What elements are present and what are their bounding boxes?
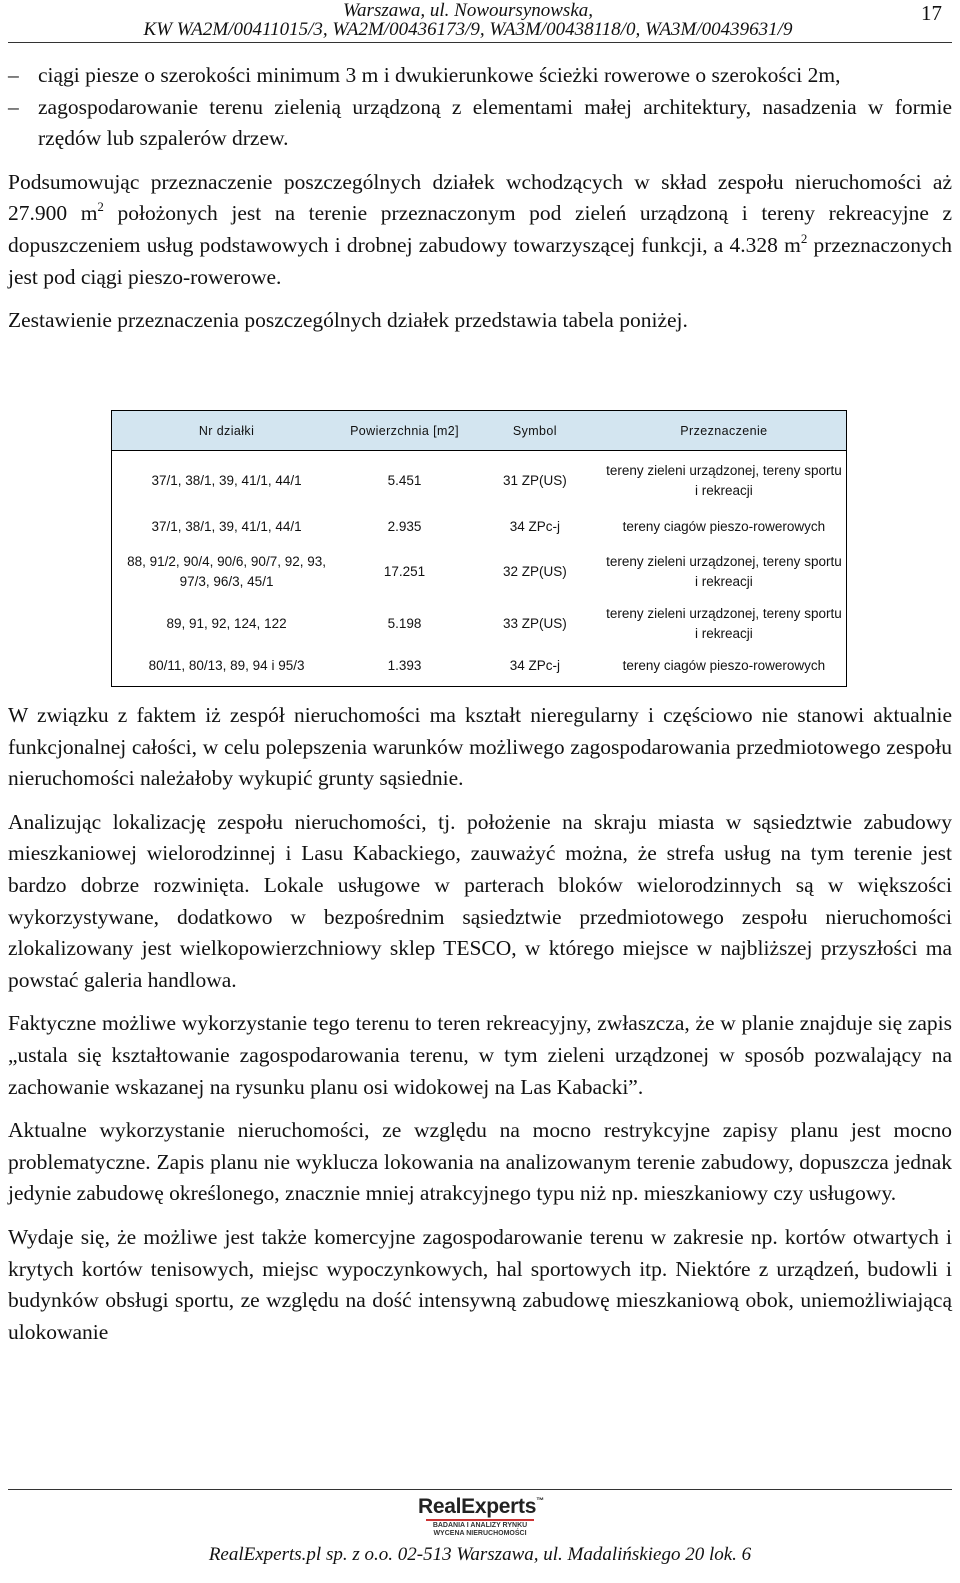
table-row: [112, 451, 847, 511]
table-cell: 34 ZPc-j: [509, 658, 561, 674]
realexperts-logo: RealExperts™ BADANIA I ANALIZY RYNKU WYCENA NIERUCHOMOŚCI: [418, 1495, 544, 1537]
table-cell: 89, 91, 92, 124, 122: [166, 615, 287, 631]
list-item: [8, 92, 952, 155]
document-body-continued: [8, 700, 952, 1348]
page-number: 17: [921, 1, 942, 25]
column-header: Symbol: [468, 411, 602, 451]
paragraph: W związku z faktem iż zespół nieruchomości ma kształt nieregularny i częściowo nie stanowi aktualnie funkcjonalnej całości, w celu polepszenia warunków możliwego zagospodarowania przedmiotowego zespołu nieruchomości należałoby wykupić grunty sąsiednie.: [8, 703, 952, 791]
table-cell: 5.198: [387, 615, 422, 631]
table-intro: Zestawienie przeznaczenia poszczególnych działek przedstawia tabela poniżej.: [8, 308, 688, 333]
list-item: [8, 60, 952, 92]
table-cell: 80/11, 80/13, 89, 94 i 95/3: [148, 658, 305, 674]
table-row: [112, 601, 847, 647]
dash-bullet: –: [8, 94, 19, 119]
footer-divider: [8, 1489, 952, 1490]
table-cell: 37/1, 38/1, 39, 41/1, 44/1: [151, 472, 302, 488]
table-cell: 5.451: [387, 472, 422, 488]
table-row: [112, 543, 847, 601]
table-row: [112, 647, 847, 687]
table-header-row: [112, 411, 847, 451]
header-address: Warszawa, ul. Nowoursynowska,: [342, 0, 594, 21]
table-cell: tereny zieleni urządzonej, tereny sportu i rekreacji: [606, 605, 842, 641]
table-cell: tereny ciagów pieszo-rowerowych: [622, 518, 826, 534]
document-body: [8, 60, 952, 337]
table-cell: 37/1, 38/1, 39, 41/1, 44/1: [151, 518, 302, 534]
paragraph: Wydaje się, że możliwe jest także komercyjne zagospodarowanie terenu w zakresie np. kortów otwartych i krytych kortów tenisowych, miejsc wypoczynkowych, hal sportowych itp. Niektóre z urządzeń, budowli i budynków obsługi sportu, ze względu na dość intensywną zabudowę mieszkaniową obok, uniemożliwiającą ulokowanie: [8, 1224, 952, 1344]
column-header: Przeznaczenie: [602, 411, 847, 451]
header-land-registry: KW WA2M/00411015/3, WA2M/00436173/9, WA3M/00438118/0, WA3M/00439631/9: [143, 19, 793, 40]
table-row: [112, 511, 847, 543]
list-item-text: zagospodarowanie terenu zielenią urządzoną z elementami małej architektury, nasadzenia w formie rzędów lub szpalerów drzew.: [38, 94, 952, 151]
footer-address: RealExperts.pl sp. z o.o. 02-513 Warszawa, ul. Madalińskiego 20 lok. 6: [208, 1544, 752, 1565]
list-item-text: ciągi piesze o szerokości minimum 3 m i dwukierunkowe ścieżki rowerowe o szerokości 2m,: [38, 63, 841, 87]
table-cell: 32 ZP(US): [503, 563, 567, 579]
table-cell: tereny zieleni urządzonej, tereny sportu i rekreacji: [606, 462, 842, 498]
dash-bullet: –: [8, 63, 19, 87]
page-header: [8, 0, 952, 43]
plots-table: [111, 410, 847, 687]
table-cell: 31 ZP(US): [503, 472, 567, 488]
table-cell: tereny zieleni urządzonej, tereny sportu i rekreacji: [606, 553, 842, 589]
table-cell: 1.393: [387, 658, 422, 674]
paragraph: Faktyczne możliwe wykorzystanie tego terenu to teren rekreacyjny, zwłaszcza, że w planie znajduje się zapis „ustala się kształtowanie zagospodarowania terenu, w tym zieleni urządzonej w sposób pozwalający na zachowanie wskazanej na rysunku planu osi widokowej na Las Kabacki”.: [8, 1011, 952, 1099]
paragraph: Aktualne wykorzystanie nieruchomości, ze względu na mocno restrykcyjne zapisy planu jest mocno problematyczne. Zapis planu nie wyklucza lokowania na analizowanym terenie zabudowy, dopuszcza jednak jedynie zabudowę określonego, znacznie mniej atrakcyjnego typu niż np. mieszkaniowy czy usługowy.: [8, 1118, 952, 1206]
table-cell: 17.251: [383, 563, 426, 579]
table-cell: tereny ciagów pieszo-rowerowych: [622, 658, 826, 674]
column-header: Powierzchnia [m2]: [341, 411, 468, 451]
column-header: Nr działki: [112, 411, 342, 451]
paragraph: Analizując lokalizację zespołu nieruchomości, tj. położenie na skraju miasta w sąsiedztwie zabudowy mieszkaniowej wielorodzinnej i Lasu Kabackiego, zauważyć można, że strefa usług na tym terenie jest bardzo dobrze rozwinięta. Lokale usługowe w parterach bloków wielorodzinnych są w większości wykorzystywane, dodatkowo w bezpośrednim sąsiedztwie przedmiotowego zespołu nieruchomości zlokalizowany jest wielkopowierzchniowy sklep TESCO, w którego miejsce w najbliższej przyszłości ma powstać galeria handlowa.: [8, 809, 952, 992]
summary-paragraph: Podsumowując przeznaczenie poszczególnych działek wchodzących w skład zespołu nieruchomości aż 27.900 $m^2$ położonych jest na terenie przeznaczonym pod zieleń urządzoną i tereny rekreacyjne z dopuszczeniem usług podstawowych i drobnej zabudowy towarzyszącej funkcji, a 4.328 $m^2$ przeznaczonych jest pod ciągi pieszo-rowerowe.: [8, 169, 952, 289]
table-cell: 88, 91/2, 90/4, 90/6, 90/7, 92, 93, 97/3, 96/3, 45/1: [127, 553, 326, 589]
table-cell: 34 ZPc-j: [509, 518, 561, 534]
table-cell: 33 ZP(US): [503, 615, 567, 631]
table-cell: 2.935: [387, 518, 422, 534]
